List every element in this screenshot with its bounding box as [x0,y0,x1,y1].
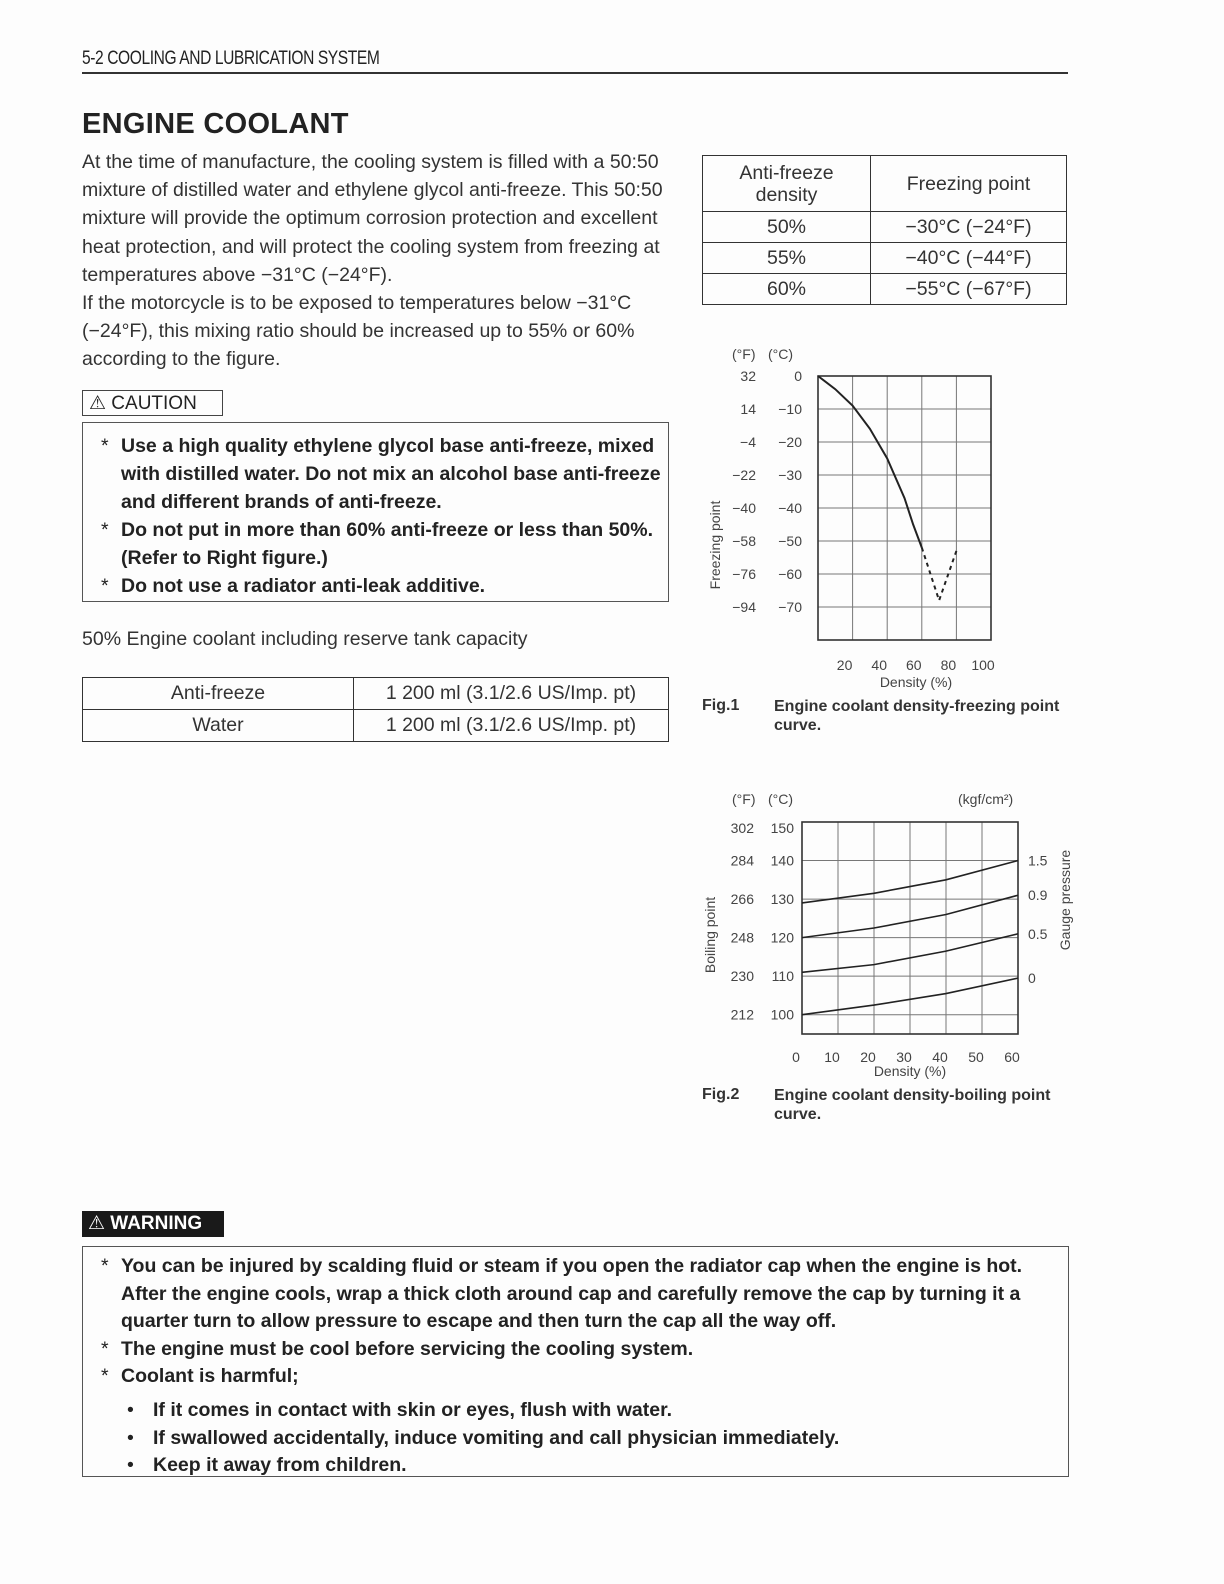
x-tick-label: 100 [971,657,995,673]
x-tick-label: 30 [896,1049,912,1065]
y2-unit: (kgf/cm²) [958,791,1014,807]
freezing-point-table [702,155,1067,305]
warning-item: * You can be injured by scalding fluid or steam if you open the radiator cap when the engine is hot. After the engine cools, wrap a thick cloth around cap and carefully remove the cap by turning it a quarter turn to allow pressure to escape and then turn the cap all the way off. [101,1255,1023,1333]
x-axis-label: Density (%) [873,1063,947,1079]
fig1-text: Engine coolant density-freezing point curve. [774,698,1060,734]
series-label: 0 [1028,970,1036,987]
y-tick-label-c: 110 [771,968,794,985]
y-tick-label-f: 212 [730,1006,754,1023]
table-cell: Water [83,710,354,742]
table-row [83,710,669,742]
page-header: 5-2 COOLING AND LUBRICATION SYSTEM [82,48,1068,74]
table-cell: 60% [703,274,871,305]
fig2-number: Fig.2 [702,1086,740,1103]
fig1-number: Fig.1 [702,697,740,714]
y-tick-label-f: −40 [732,500,756,516]
y-tick-label-f: −94 [732,599,756,615]
y-tick-label-f: −76 [732,566,756,582]
x-tick-label: 40 [871,657,887,673]
table-cell: −40°C (−44°F) [871,243,1067,274]
x-tick-label: 60 [906,657,922,673]
freezing-point-chart [690,335,1050,695]
y-tick-label-c: 140 [770,852,794,869]
y-axis-label: Boiling point [702,896,718,974]
series-label: 0.9 [1028,887,1048,904]
x-tick-label: 40 [932,1049,948,1065]
y-tick-label-f: 284 [730,852,754,869]
x-tick-label: 20 [836,657,853,673]
table-header: Freezing point [871,156,1067,212]
y-tick-label-c: 120 [770,929,794,946]
table-header: Anti-freeze density [703,156,871,212]
y-tick-label-f: 14 [740,401,756,417]
capacity-title: 50% Engine coolant including reserve tank capacity [82,628,528,650]
y-tick-label-f: −22 [732,467,756,483]
warning-item: * The engine must be cool before servicing the cooling system. [101,1337,694,1360]
table-cell: 55% [703,243,871,274]
y-tick-label-f: −4 [740,434,756,450]
y-tick-label-f: 230 [730,968,754,985]
table-header-row [703,156,1067,212]
table-row [703,212,1067,243]
table-row [703,243,1067,274]
y-tick-label-c: −40 [778,500,802,516]
table-row [83,678,669,710]
y-unit-left: (°F) [732,791,756,807]
y-tick-label-c: 0 [794,368,802,384]
fig2-text: Engine coolant density-boiling point curve. [774,1087,1051,1123]
freezing-curve-left [818,376,922,548]
caution-item: * Do not use a radiator anti-leak additive. [101,575,486,597]
y-unit-right: (°C) [768,791,794,807]
y-tick-label-c: 150 [770,820,794,836]
warning-label: ⚠ WARNING [82,1211,224,1237]
x-tick-label: 60 [1004,1049,1020,1065]
y-tick-label-c: −30 [778,467,802,483]
y-tick-label-c: −10 [778,401,802,417]
table-cell: −30°C (−24°F) [871,212,1067,243]
y-tick-label-c: −60 [778,566,802,582]
caution-box [82,422,669,602]
caution-item: * Do not put in more than 60% anti-freeze or less than 50%. (Refer to Right figure.) [101,519,654,569]
y-tick-label-c: 130 [770,891,794,908]
series-label: 0.5 [1028,925,1048,942]
table-cell: 1 200 ml (3.1/2.6 US/Imp. pt) [354,710,669,742]
fig2-caption [702,1086,1062,1130]
table-cell: 1 200 ml (3.1/2.6 US/Imp. pt) [354,678,669,710]
series-label: 1.5 [1028,852,1048,869]
y-axis-label: Freezing point [707,500,723,590]
intro-paragraph-1: At the time of manufacture, the cooling system is filled with a 50:50 mixture of distilled water and ethylene glycol anti-freeze. This 50:50 mixture will provide the optimum corrosion protection and excellent heat protection, and will protect the cooling system from freezing at temperatures above −31°C (−24°F). [82,151,663,286]
intro-text [82,148,672,374]
x-tick-label: 50 [968,1049,984,1065]
warning-item: * Coolant is harmful; [101,1365,299,1388]
x-tick-label: 80 [940,657,957,673]
x-tick-label: 10 [824,1049,840,1065]
x-tick-label: 20 [860,1049,876,1065]
table-cell: −55°C (−67°F) [871,274,1067,305]
warning-box [82,1246,1069,1477]
y-unit-right: (°C) [768,346,794,362]
table-cell: 50% [703,212,871,243]
warning-sub-item: • Keep it away from children. [127,1454,407,1477]
y-tick-label-c: −50 [778,533,802,549]
y2-axis-label: Gauge pressure [1057,849,1073,951]
y-tick-label-c: −70 [778,599,802,615]
y-unit-left: (°F) [732,346,756,362]
x-axis-label: Density (%) [879,674,953,690]
intro-paragraph-2: If the motorcycle is to be exposed to temperatures below −31°C (−24°F), this mixing ratio should be increased up to 55% or 60% according to the figure. [82,292,635,371]
y-tick-label-c: 100 [770,1006,794,1023]
warning-sub-item: • If it comes in contact with skin or eyes, flush with water. [127,1398,673,1421]
caution-label: ⚠ CAUTION [82,390,223,416]
boiling-point-chart [690,780,1090,1090]
section-title: ENGINE COOLANT [82,108,349,140]
warning-sub-item: • If swallowed accidentally, induce vomiting and call physician immediately. [127,1426,840,1449]
fig1-caption [702,697,1062,741]
y-tick-label-c: −20 [778,434,802,450]
x-tick-label: 0 [792,1049,800,1065]
y-tick-label-f: −58 [732,533,756,549]
capacity-table [82,677,669,742]
caution-item: * Use a high quality ethylene glycol base anti-freeze, mixed with distilled water. Do not mix an alcohol base anti-freeze and different brands of anti-freeze. [101,435,661,513]
table-row [703,274,1067,305]
y-tick-label-f: 248 [730,929,754,946]
y-tick-label-f: 266 [730,891,754,908]
y-tick-label-f: 302 [730,820,754,836]
y-tick-label-f: 32 [740,368,756,384]
table-cell: Anti-freeze [83,678,354,710]
